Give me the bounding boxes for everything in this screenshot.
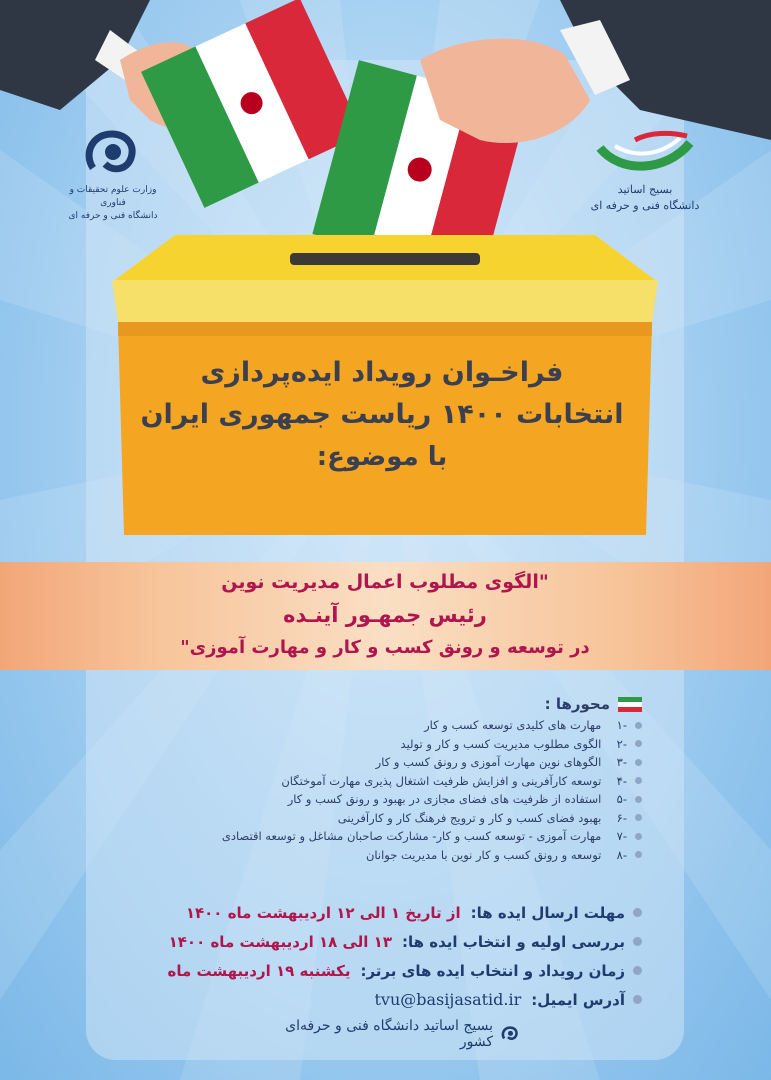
axis-text: توسعه و رونق کسب و کار نوین با مدیریت جوانان — [365, 847, 602, 862]
topic-line-3: در توسعه و رونق کسب و کار و مهارت آموزی" — [180, 637, 590, 658]
topic-line-2: رئیس جمهـور آینـده — [283, 603, 487, 627]
schedule-label: مهلت ارسال ایده ها: — [470, 903, 625, 922]
bullet-icon — [633, 908, 642, 917]
axis-item — [120, 753, 642, 772]
bullet-icon — [635, 740, 642, 747]
axis-text: توسعه کارآفرینی و افزایش ظرفیت اشتغال پذیری مهارت آموختگان — [281, 773, 602, 788]
axis-number: -۶ — [616, 810, 627, 825]
axis-text: بهبود فضای کسب و کار و ترویج فرهنگ کار و کارآفرینی — [337, 810, 602, 825]
axis-item — [120, 735, 642, 754]
schedule-row-review — [120, 927, 642, 956]
schedule-value: یکشنبه ۱۹ اردیبهشت ماه — [167, 961, 351, 980]
ministry-logo-text-2: دانشگاه فنی و حرفه ای — [68, 211, 158, 221]
ballot-box-lid-front — [112, 280, 658, 322]
schedule-row-event — [120, 956, 642, 985]
bullet-icon — [635, 722, 642, 729]
axis-number: -۳ — [616, 755, 627, 769]
axis-text: الگوی مطلوب مدیریت کسب و کار و تولید — [400, 736, 602, 751]
schedule-label: زمان رویداد و انتخاب ایده های برتر: — [360, 961, 625, 980]
ministry-emblem-icon — [501, 1025, 520, 1043]
iran-flag-icon — [618, 697, 642, 712]
title-line-2: انتخابات ۱۴۰۰ ریاست جمهوری ایران — [140, 399, 624, 430]
bullet-icon — [635, 759, 642, 766]
basij-emblem-icon — [595, 128, 695, 178]
bullet-icon — [635, 814, 642, 821]
bullet-icon — [635, 796, 642, 803]
bullet-icon — [633, 995, 642, 1004]
axis-text: مهارت آموزی - توسعه کسب و کار- مشارکت صاحبان مشاغل و توسعه اقتصادی — [221, 829, 602, 843]
bullet-icon — [635, 777, 642, 784]
ballot-slot — [290, 253, 480, 265]
axis-text: استفاده از ظرفیت های فضای مجازی در بهبود و رونق کسب و کار — [287, 792, 602, 806]
axis-number: -۱ — [616, 718, 627, 732]
axis-number: -۵ — [616, 792, 627, 806]
schedule-label: بررسی اولیه و انتخاب ایده ها: — [401, 932, 625, 951]
event-title — [118, 352, 646, 478]
axis-number: -۴ — [616, 773, 627, 788]
schedule-label: آدرس ایمیل: — [531, 990, 625, 1009]
basij-logo-text-2: دانشگاه فنی و حرفه ای — [590, 199, 700, 212]
bullet-icon — [633, 937, 642, 946]
axis-number: -۸ — [616, 847, 627, 862]
axis-number: -۲ — [616, 736, 627, 751]
axis-item — [120, 827, 642, 846]
axis-item — [120, 846, 642, 865]
axis-text: الگوهای نوین مهارت آموزی و رونق کسب و کار — [375, 755, 602, 769]
axis-text: مهارت های کلیدی توسعه کسب و کار — [424, 718, 602, 732]
ministry-emblem-icon — [83, 128, 143, 180]
email-link[interactable]: tvu@basijasatid.ir — [374, 990, 522, 1009]
schedule-section — [120, 898, 642, 1014]
axis-item — [120, 716, 642, 735]
axis-number: -۷ — [616, 829, 627, 843]
footer-text: بسیج اساتید دانشگاه فنی و حرفه‌ای کشور — [285, 1018, 494, 1050]
schedule-row-email — [120, 985, 642, 1014]
basij-logo-text-1: بسیج اساتید — [617, 183, 673, 196]
basij-logo — [590, 128, 700, 214]
ministry-logo — [68, 128, 158, 223]
axis-item — [120, 790, 642, 809]
axes-heading-text: محورها : — [544, 695, 610, 713]
title-line-1: فراخـوان رویداد ایده‌پردازی — [200, 357, 564, 388]
footer — [260, 1018, 520, 1050]
schedule-value: ۱۳ الی ۱۸ اردیبهشت ماه ۱۴۰۰ — [168, 932, 392, 951]
schedule-value: از تاریخ ۱ الی ۱۲ اردیبهشت ماه ۱۴۰۰ — [185, 903, 461, 922]
axes-heading — [120, 692, 642, 716]
ministry-logo-text-1: وزارت علوم تحقیقات و فناوری — [69, 185, 157, 208]
axes-section — [120, 692, 642, 864]
topic-line-1: "الگوی مطلوب اعمال مدیریت نوین — [221, 571, 549, 593]
title-line-3: با موضوع: — [316, 442, 448, 472]
bullet-icon — [633, 966, 642, 975]
bullet-icon — [635, 833, 642, 840]
schedule-row-deadline — [120, 898, 642, 927]
event-topic — [150, 566, 620, 664]
axis-item — [120, 809, 642, 828]
bullet-icon — [635, 851, 642, 858]
axis-item — [120, 772, 642, 791]
